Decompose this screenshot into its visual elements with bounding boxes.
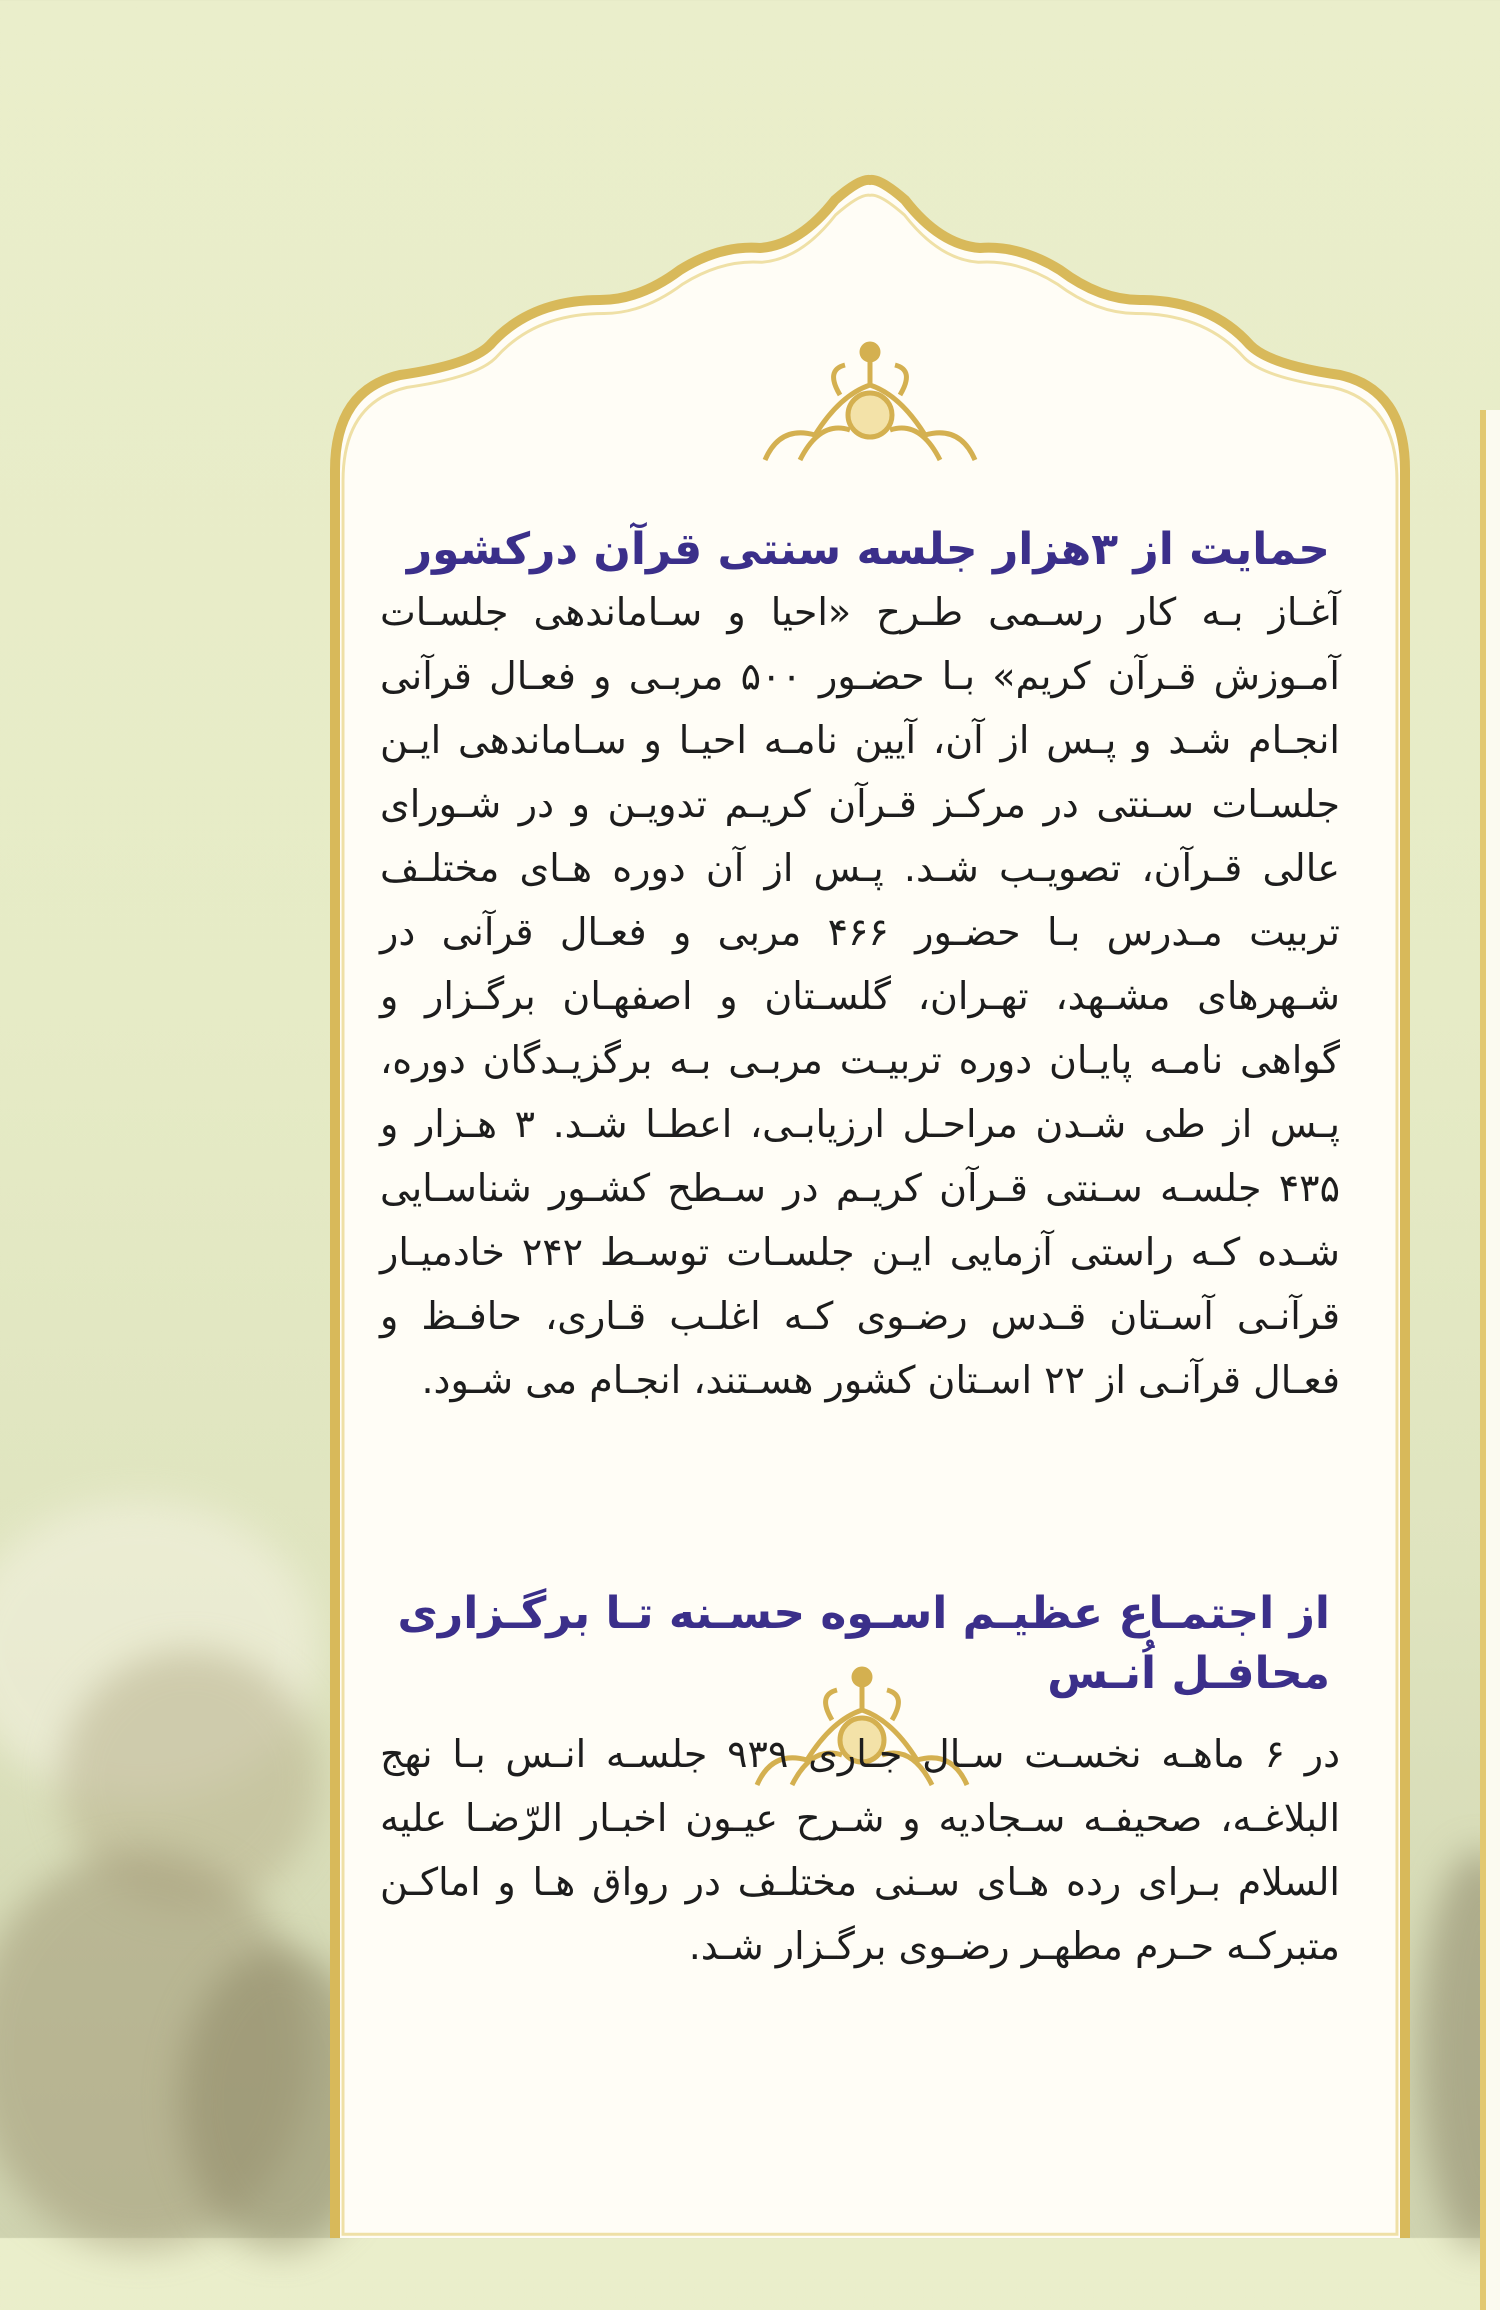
article-body-1 [380, 580, 1340, 1412]
article-title-1: حمایت از ۳هزار جلسه سنتی قرآن درکشور [406, 524, 1330, 575]
article-body-2 [380, 1722, 1340, 1978]
article-text: در ۶ ماهـه نخسـت سـال جـاری ۹۳۹ جلسـه انـس بـا نهج البلاغـه، صحیفـه سـجادیه و شـرح عیـون اخبـار الرّضـا علیه السلام بـرای رده هـای سـنی مختلـف در رواق هـا و اماکـن متبرکـه حـرم مطهـر رضـوی برگـزار شـد. [380, 1732, 1340, 1968]
article-text: آغـاز بـه کار رسـمی طـرح «احیا و سـاماندهی جلسـات آمـوزش قـرآن کریم» بـا حضـور ۵۰۰ مربـی و فعـال قرآنی انجـام شـد و پـس از آن، آیین نامـه احیـا و سـاماندهی ایـن جلسـات سـنتی در مرکـز قـرآن کریـم تدویـن و در شـورای عالی قـرآن، تصویـب شـد. پـس از آن دوره هـای مختلـف تربیت مـدرس بـا حضـور ۴۶۶ مربی و فعـال قرآنی در شـهرهای مشـهد، تهـران، گلسـتان و اصفهـان برگـزار و گواهی نامـه پایـان دوره تربیـت مربـی بـه برگزیـدگان دوره، پـس از طی شـدن مراحـل ارزیابـی، اعطـا شـد. ۳ هـزار و ۴۳۵ جلسـه سـنتی قـرآن کریـم در سـطح کشـور شناسـایی شـده کـه راستی آزمایی ایـن جلسـات توسـط ۲۴۲ خادمیـار قرآنـی آسـتان قـدس رضـوی کـه اغلـب قـاری، حافـظ و فعـال قرآنـی از ۲۲ اسـتان کشور هسـتند، انجـام می شـود. [380, 590, 1341, 1402]
article-title-2: از اجتمـاع عظیـم اسـوه حسـنه تـا برگـزاری محافـل اُنـس [397, 1588, 1330, 1699]
ornament-spacer [380, 1412, 1340, 1562]
article-panel [380, 520, 1340, 1978]
